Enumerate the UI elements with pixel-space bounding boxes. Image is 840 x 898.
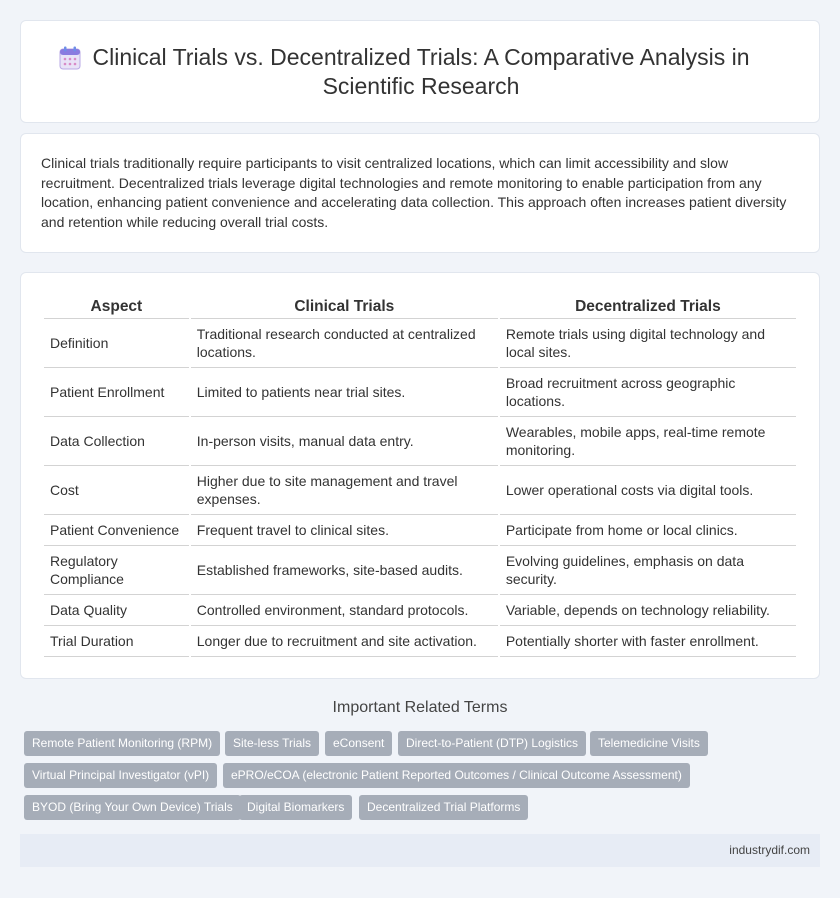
- footer-site-link[interactable]: industrydif.com: [729, 843, 810, 857]
- row-clinical: In-person visits, manual data entry.: [191, 417, 498, 466]
- row-clinical: Limited to patients near trial sites.: [191, 368, 498, 417]
- header-clinical-trials: Clinical Trials: [191, 296, 498, 319]
- row-decentralized: Wearables, mobile apps, real-time remote monitoring.: [500, 417, 796, 466]
- row-decentralized: Participate from home or local clinics.: [500, 515, 796, 546]
- row-clinical: Frequent travel to clinical sites.: [191, 515, 498, 546]
- footer: [20, 834, 820, 867]
- intro-card: [20, 133, 820, 253]
- tag-decentralized-trial-platforms[interactable]: Decentralized Trial Platforms: [359, 795, 528, 820]
- row-decentralized: Broad recruitment across geographic locations.: [500, 368, 796, 417]
- table-row: [44, 368, 796, 417]
- row-aspect: Cost: [44, 466, 189, 515]
- row-aspect: Regulatory Compliance: [44, 546, 189, 595]
- tag-byod-trials[interactable]: BYOD (Bring Your Own Device) Trials: [24, 795, 241, 820]
- tag-dtp-logistics[interactable]: Direct-to-Patient (DTP) Logistics: [398, 731, 586, 756]
- page-title: [21, 43, 821, 101]
- row-aspect: Data Quality: [44, 595, 189, 626]
- page-title-line-1: Clinical Trials vs. Decentralized Trials: A Comparative Analysis in: [92, 44, 750, 70]
- tag-telemedicine-visits[interactable]: Telemedicine Visits: [590, 731, 708, 756]
- table-row: [44, 626, 796, 657]
- row-decentralized: Potentially shorter with faster enrollment.: [500, 626, 796, 657]
- row-decentralized: Remote trials using digital technology and local sites.: [500, 319, 796, 368]
- tag-econsent[interactable]: eConsent: [325, 731, 392, 756]
- row-clinical: Established frameworks, site-based audits.: [191, 546, 498, 595]
- table-row: [44, 417, 796, 466]
- row-clinical: Longer due to recruitment and site activation.: [191, 626, 498, 657]
- table-row: [44, 546, 796, 595]
- tag-vpi[interactable]: Virtual Principal Investigator (vPI): [24, 763, 217, 788]
- tag-site-less-trials[interactable]: Site-less Trials: [225, 731, 319, 756]
- table-header-row: [44, 296, 796, 319]
- row-clinical: Higher due to site management and travel expenses.: [191, 466, 498, 515]
- table-row: [44, 319, 796, 368]
- row-aspect: Definition: [44, 319, 189, 368]
- table-row: [44, 515, 796, 546]
- row-decentralized: Evolving guidelines, emphasis on data security.: [500, 546, 796, 595]
- header-aspect: Aspect: [44, 296, 189, 319]
- tag-rpm[interactable]: Remote Patient Monitoring (RPM): [24, 731, 220, 756]
- related-terms-title: Important Related Terms: [332, 699, 508, 716]
- row-clinical: Controlled environment, standard protocols.: [191, 595, 498, 626]
- row-decentralized: Variable, depends on technology reliability.: [500, 595, 796, 626]
- row-aspect: Patient Convenience: [44, 515, 189, 546]
- intro-paragraph: Clinical trials traditionally require participants to visit centralized locations, which can limit accessibility and slow recruitment. Decentralized trials leverage digital technologies and remote monitoring to enable participation from any location, enhancing patient convenience and accelerating data collection. This approach often increases patient diversity and retention while reducing overall trial costs.: [41, 155, 787, 230]
- tag-digital-biomarkers[interactable]: Digital Biomarkers: [239, 795, 352, 820]
- row-aspect: Patient Enrollment: [44, 368, 189, 417]
- row-clinical: Traditional research conducted at centralized locations.: [191, 319, 498, 368]
- comparison-table-card: [20, 272, 820, 679]
- row-aspect: Data Collection: [44, 417, 189, 466]
- header-decentralized-trials: Decentralized Trials: [500, 296, 796, 319]
- page-title-line-2: Scientific Research: [322, 73, 520, 99]
- comparison-table: [42, 296, 798, 657]
- tag-epro-ecoa[interactable]: ePRO/eCOA (electronic Patient Reported Outcomes / Clinical Outcome Assessment): [223, 763, 690, 788]
- header-card: [20, 20, 820, 123]
- row-decentralized: Lower operational costs via digital tools.: [500, 466, 796, 515]
- table-row: [44, 466, 796, 515]
- table-row: [44, 595, 796, 626]
- row-aspect: Trial Duration: [44, 626, 189, 657]
